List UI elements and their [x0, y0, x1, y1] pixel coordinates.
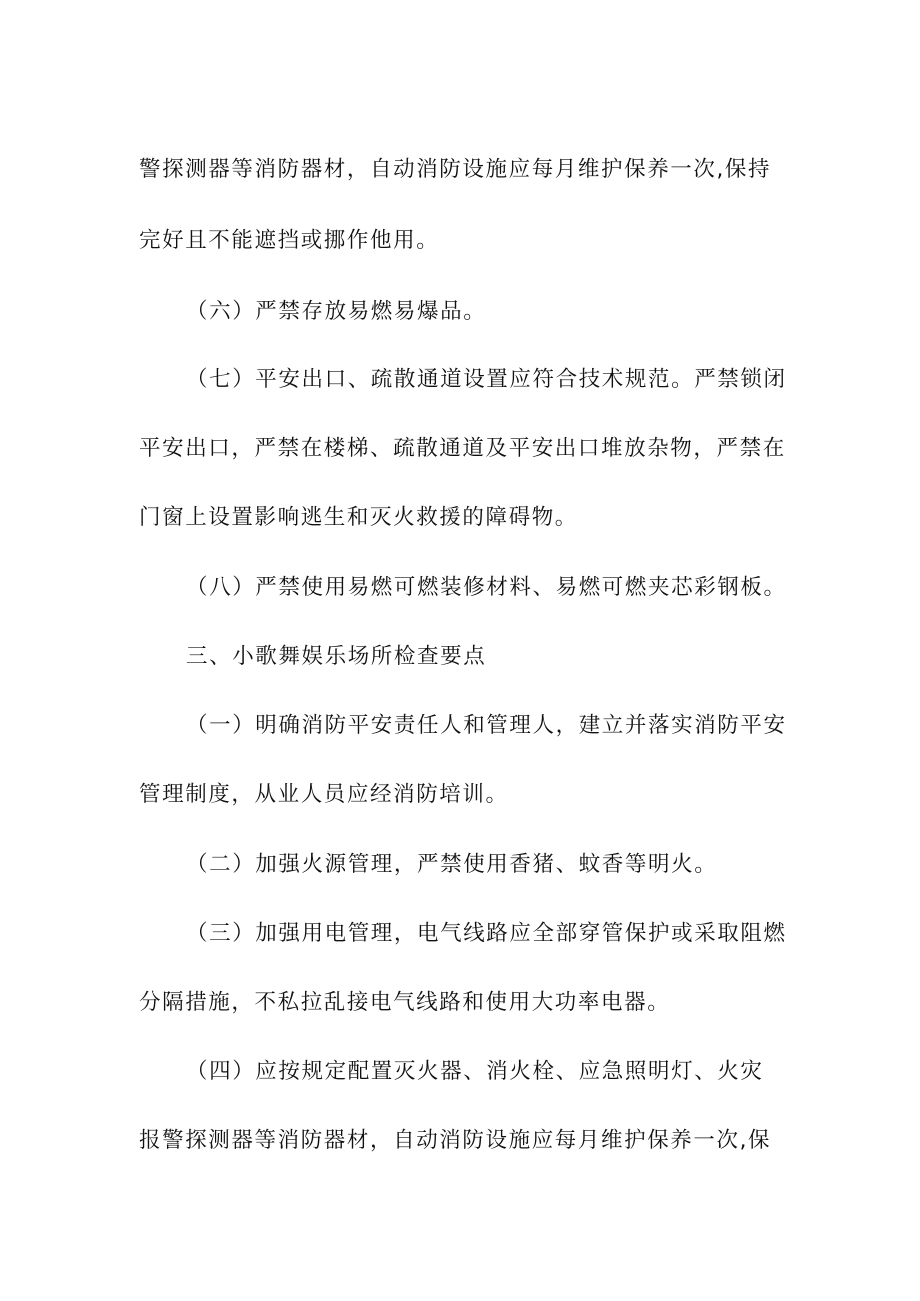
- item-3-line-1: （三）加强用电管理，电气线路应全部穿管保护或采取阻燃: [186, 921, 787, 946]
- text-line-2: 完好且不能遮挡或挪作他用。: [139, 228, 440, 253]
- paragraph-6-heading: （六）严禁存放易燃易爆品。: [186, 299, 487, 324]
- paragraph-7-line-3: 门窗上设置影响逃生和灭火救援的障碍物。: [139, 505, 578, 530]
- item-1-line-2: 管理制度，从业人员应经消防培训。: [139, 782, 509, 807]
- item-2: （二）加强火源管理，严禁使用香猪、蚊香等明火。: [186, 852, 718, 877]
- paragraph-7-line-1: （七）平安出口、疏散通道设置应符合技术规范。严禁锁闭: [186, 367, 787, 392]
- text-line-1: 警探测器等消防器材，自动消防设施应每月维护保养一次,保持: [139, 157, 772, 182]
- paragraph-7-line-2: 平安出口，严禁在楼梯、疏散通道及平安出口堆放杂物，严禁在: [139, 436, 786, 461]
- item-3-line-2: 分隔措施，不私拉乱接电气线路和使用大功率电器。: [139, 990, 671, 1015]
- item-4-line-2: 报警探测器等消防器材，自动消防设施应每月维护保养一次,保: [139, 1128, 772, 1153]
- item-4-line-1: （四）应按规定配置灭火器、消火栓、应急照明灯、火灾: [186, 1059, 764, 1084]
- item-1-line-1: （一）明确消防平安责任人和管理人，建立并落实消防平安: [186, 713, 787, 738]
- section-3-heading: 三、小歌舞娱乐场所检查要点: [186, 644, 487, 669]
- paragraph-8: （八）严禁使用易燃可燃装修材料、易燃可燃夹芯彩钢板。: [186, 575, 787, 600]
